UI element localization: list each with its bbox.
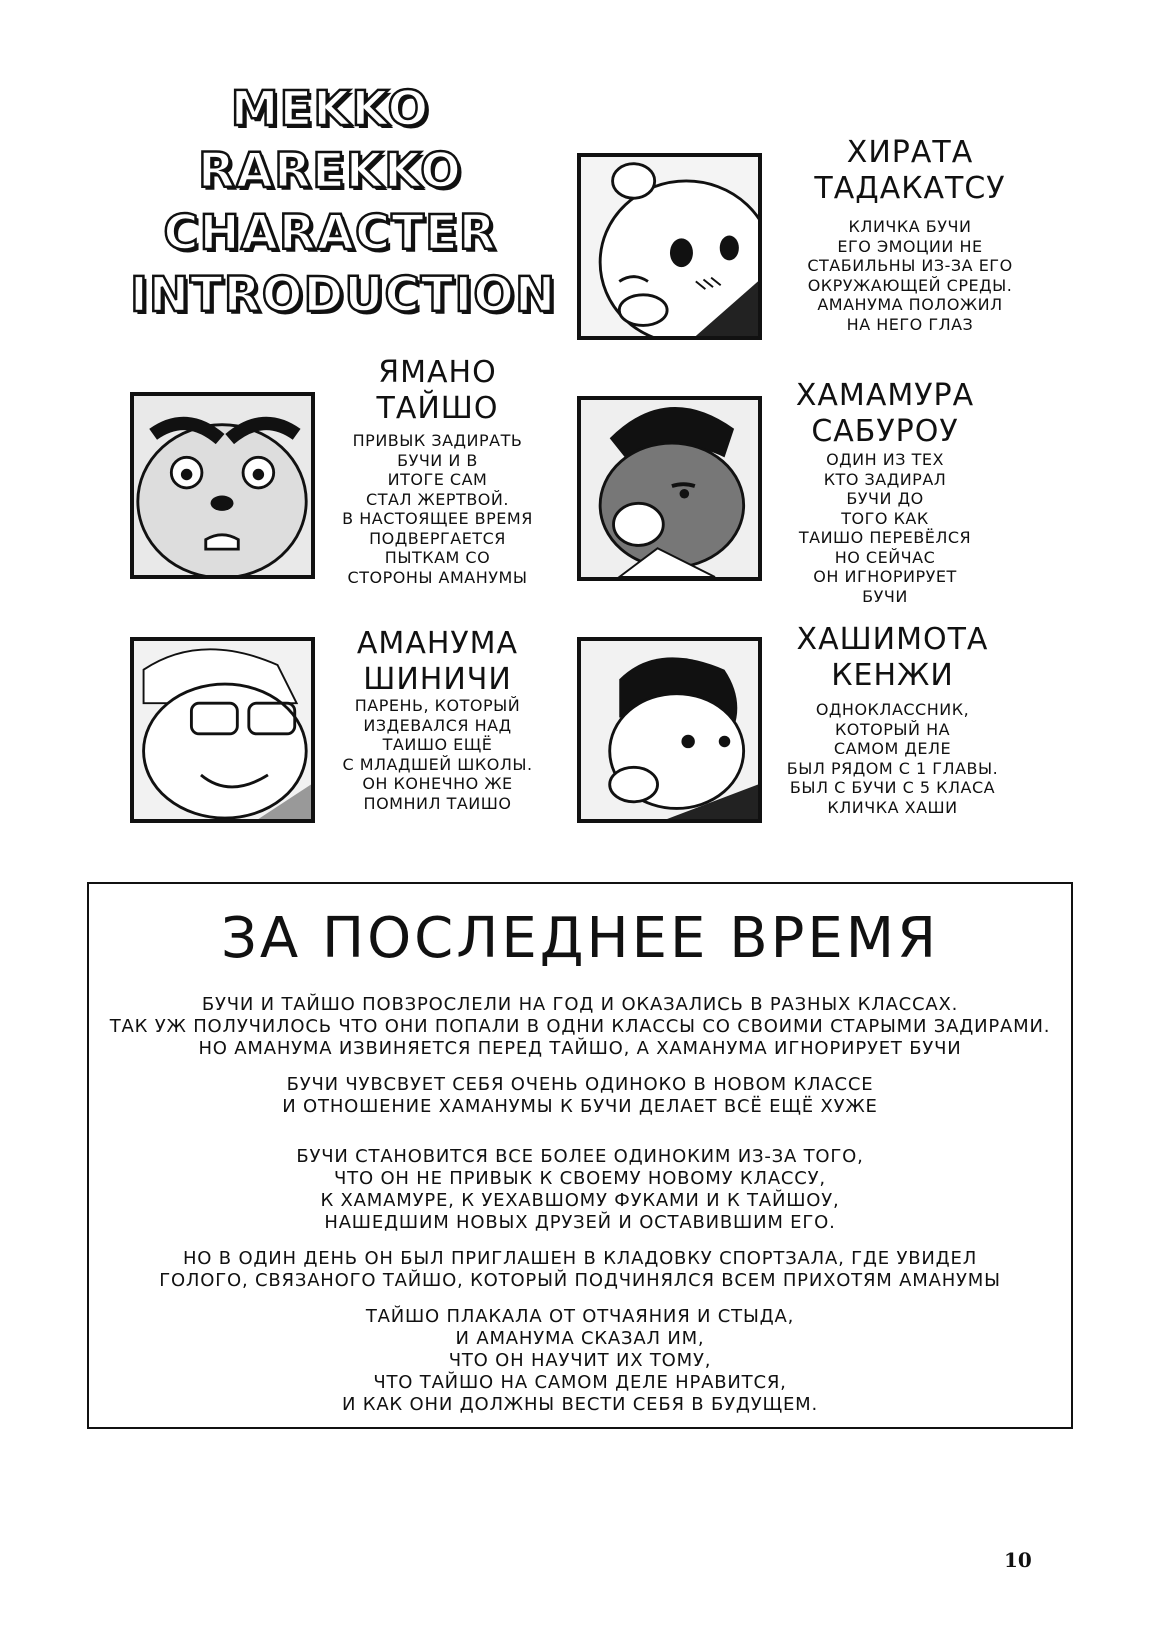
summary-paragraph: БУЧИ И ТАЙШО ПОВЗРОСЛЕЛИ НА ГОД И ОКАЗАЛИСЬ В РАЗНЫХ КЛАССАХ. ТАК УЖ ПОЛУЧИЛОСЬ ЧТО ОНИ ПОПАЛИ В ОДНИ КЛАССЫ СО СВОИМИ СТАРЫМИ ЗАДИРАМИ. НО АМАНУМА ИЗВИНЯЕТСЯ ПЕРЕД ТАЙШО, А ХАМАНУМА ИГНОРИРУЕТ БУЧИ [109,994,1051,1059]
character-name: ХАШИМОТА КЕНЖИ [796,622,989,693]
title-line-1: MEKKO RAREKKO [198,81,462,199]
character-hirata [780,135,1040,334]
character-name: ЯМАНО ТАЙШО [376,355,499,426]
page-number: 10 [1004,1548,1032,1572]
summary-paragraph: ТАЙШО ПЛАКАЛА ОТ ОТЧАЯНИЯ И СТЫДА, И АМАНУМА СКАЗАЛ ИМ, ЧТО ОН НАУЧИТ ИХ ТОМУ, ЧТО ТАЙШО НА САМОМ ДЕЛЕ НРАВИТСЯ, И КАК ОНИ ДОЛЖНЫ ВЕСТИ СЕБЯ В БУДУЩЕМ. [341,1306,819,1415]
summary-paragraph: НО В ОДИН ДЕНЬ ОН БЫЛ ПРИГЛАШЕН В КЛАДОВКУ СПОРТЗАЛА, ГДЕ УВИДЕЛ ГОЛОГО, СВЯЗАНОГО ТАЙШО, КОТОРЫЙ ПОДЧИНЯЛСЯ ВСЕМ ПРИХОТЯМ АМАНУМЫ [159,1248,1001,1291]
summary-paragraph: БУЧИ ЧУВСВУЕТ СЕБЯ ОЧЕНЬ ОДИНОКО В НОВОМ КЛАССЕ И ОТНОШЕНИЕ ХАМАНУМЫ К БУЧИ ДЕЛАЕТ ВСЁ ЕЩЁ ХУЖЕ [282,1074,878,1117]
character-hamamura [780,378,990,606]
glasses-character-illustration [134,641,311,819]
portrait-hashimota [577,637,762,823]
title-line-3: INTRODUCTION [130,267,557,323]
summary-paragraph: БУЧИ СТАНОВИТСЯ ВСЕ БОЛЕЕ ОДИНОКИМ ИЗ-ЗА ТОГО, ЧТО ОН НЕ ПРИВЫК К СВОЕМУ НОВОМУ КЛАССУ, К ХАМАМУРЕ, К УЕХАВШОМУ ФУКАМИ И К ТАЙШОУ, НАШЕДШИМ НОВЫХ ДРУЗЕЙ И ОСТАВИВШИМ ЕГО. [296,1146,864,1233]
title-line-2: CHARACTER [163,205,497,261]
summary-title: ЗА ПОСЛЕДНЕЕ ВРЕМЯ [220,906,939,971]
dog-character-illustration [581,400,758,577]
page-title [130,78,557,326]
character-description: ОДИН ИЗ ТЕХ КТО ЗАДИРАЛ БУЧИ ДО ТОГО КАК ТАИШО ПЕРЕВЁЛСЯ НО СЕЙЧАС ОН ИГНОРИРУЕТ БУЧИ [798,450,972,606]
character-hashimota [770,622,1015,817]
character-description: ОДНОКЛАССНИК, КОТОРЫЙ НА САМОМ ДЕЛЕ БЫЛ РЯДОМ С 1 ГЛАВЫ. БЫЛ С БУЧИ С 5 КЛАСА КЛИЧКА ХАШИ [786,700,999,817]
character-description: КЛИЧКА БУЧИ ЕГО ЭМОЦИИ НЕ СТАБИЛЬНЫ ИЗ-ЗА ЕГО ОКРУЖАЮЩЕЙ СРЕДЫ. АМАНУМА ПОЛОЖИЛ НА НЕГО ГЛАЗ [807,217,1013,334]
character-amanuma [320,626,555,813]
wolf-character-illustration [581,641,758,819]
bear-character-illustration [581,157,758,336]
character-name: АМАНУМА ШИНИЧИ [356,626,519,697]
summary-box [87,882,1073,1429]
portrait-amanuma [130,637,315,823]
portrait-hamamura [577,396,762,581]
character-name: ХАМАМУРА САБУРОУ [795,378,975,449]
portrait-hirata [577,153,762,340]
portrait-yamano [130,392,315,579]
character-yamano [325,355,550,587]
summary-text [89,994,1071,1430]
character-name: ХИРАТА ТАДАКАТСУ [814,135,1006,206]
character-description: ПАРЕНЬ, КОТОРЫЙ ИЗДЕВАЛСЯ НАД ТАИШО ЕЩЁ С МЛАДШЕЙ ШКОЛЫ. ОН КОНЕЧНО ЖЕ ПОМНИЛ ТАИШО [342,696,533,813]
character-description: ПРИВЫК ЗАДИРАТЬ БУЧИ И В ИТОГЕ САМ СТАЛ ЖЕРТВОЙ. В НАСТОЯЩЕЕ ВРЕМЯ ПОДВЕРГАЕТСЯ ПЫТКАМ СО СТОРОНЫ АМАНУМЫ [342,431,533,587]
tanuki-character-illustration [134,396,311,575]
